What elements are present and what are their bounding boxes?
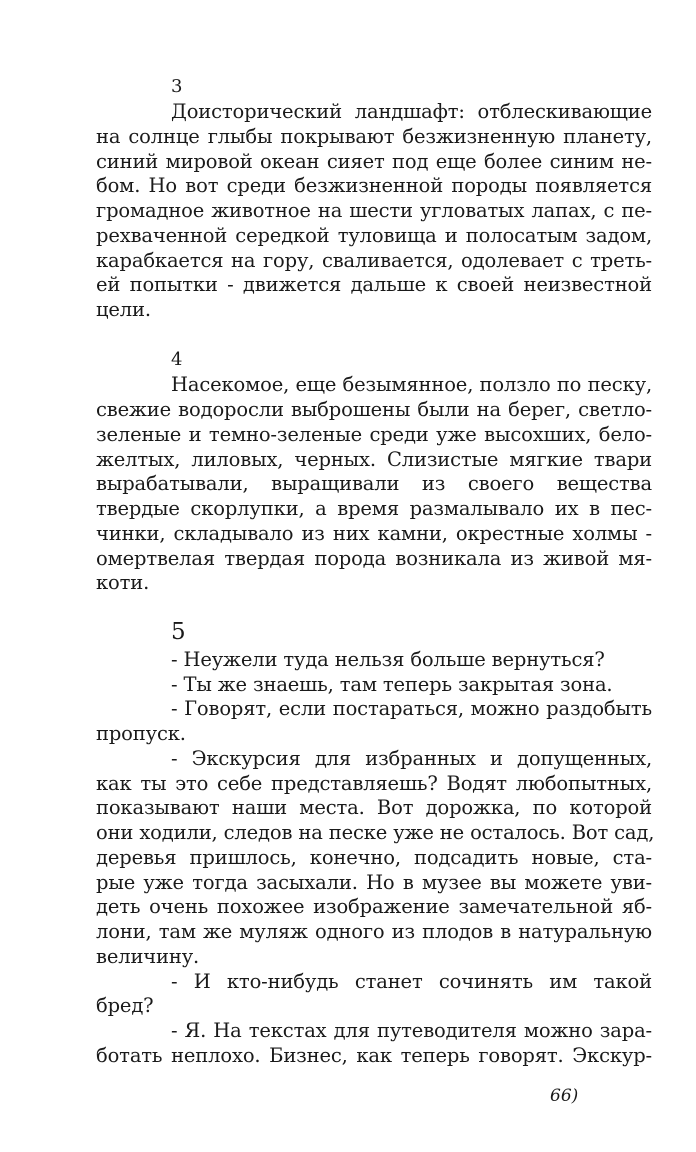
text-line: - Экскурсия для избранных и допущенных, [171,747,652,770]
text-line: зеленые и темно-зеленые среди уже высохших, бело- [96,423,652,446]
text-line: - Я. На текстах для путеводителя можно зара- [171,1019,652,1042]
page-number: 66) [550,1086,579,1106]
text-line: - И кто-нибудь станет сочинять им такой [171,970,652,993]
text-line: они ходили, следов на песке уже не осталось. Вот сад, [96,821,655,844]
text-line: твердые скорлупки, а время размалывало их в пес- [96,497,652,520]
text-line: деревья пришлось, конечно, подсадить новые, ста- [96,846,652,869]
text-line: - Неужели туда нельзя больше вернуться? [171,648,605,671]
text-line: рехваченной середкой туловища и полосатым задом, [96,224,652,247]
text-line: свежие водоросли выброшены были на берег, светло- [96,398,652,421]
text-line: чинки, складывало из них камни, окрестные холмы - [96,522,652,545]
text-line: величину. [96,945,200,968]
text-line: вырабатывали, выращивали из своего вещества [96,472,652,495]
text-line: синий мировой океан сияет под еще более синим не- [96,150,652,173]
text-line: омертвелая твердая порода возникала из живой мя- [96,547,652,570]
text-line: бом. Но вот среди безжизненной породы появляется [96,174,652,197]
text-line: коти. [96,571,150,594]
text-line: пропуск. [96,722,186,745]
text-line: бред? [96,994,154,1017]
text-line: ей попытки - движется дальше к своей неизвестной [96,273,652,296]
section-number: 3 [171,76,183,97]
text-line: как ты это себе представляешь? Водят любопытных, [96,772,652,795]
text-line: ботать неплохо. Бизнес, как теперь говорят. Экскур- [96,1044,652,1067]
text-line: - Говорят, если постараться, можно раздобыть [171,697,652,720]
text-line: карабкается на гору, сваливается, одолевает с треть- [96,249,652,272]
text-line: показывают наши места. Вот дорожка, по которой [96,796,652,819]
text-line: желтых, лиловых, черных. Слизистые мягкие твари [96,448,652,471]
text-line: деть очень похожее изображение замечательной яб- [96,895,652,918]
text-line: на солнце глыбы покрывают безжизненную планету, [96,125,652,148]
section-number: 5 [171,619,186,645]
section-number: 4 [171,349,183,370]
text-line: цели. [96,298,151,321]
text-line: рые уже тогда засыхали. Но в музее вы можете уви- [96,871,652,894]
text-line: Насекомое, еще безымянное, ползло по песку, [171,373,652,396]
text-line: - Ты же знаешь, там теперь закрытая зона. [171,673,613,696]
text-line: Доисторический ландшафт: отблескивающие [171,100,652,123]
text-line: громадное животное на шести угловатых лапах, с пе- [96,199,652,222]
text-line: лони, там же муляж одного из плодов в натуральную [96,920,652,943]
